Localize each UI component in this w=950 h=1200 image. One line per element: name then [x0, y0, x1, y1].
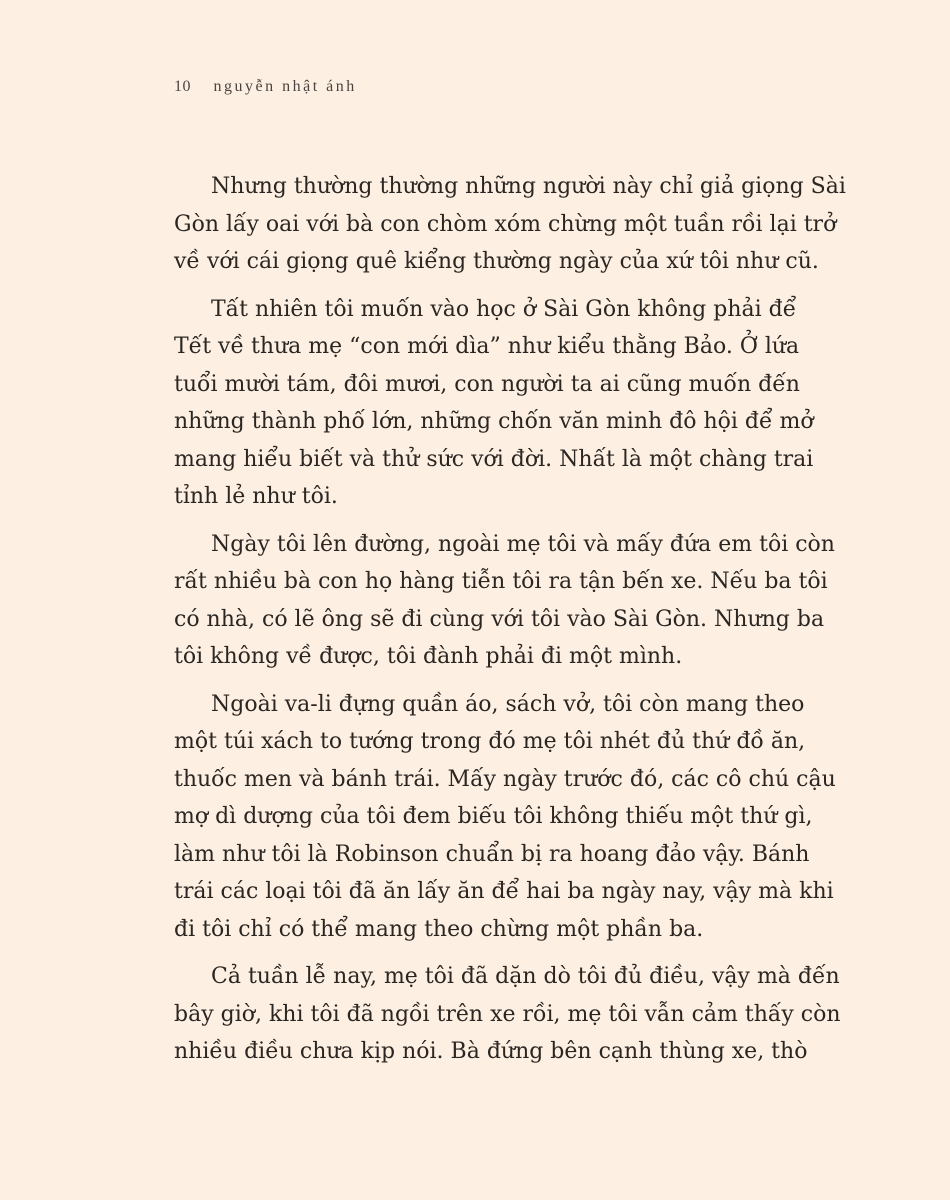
text-line: Cả tuần lễ nay, mẹ tôi đã dặn dò tôi đủ điều, vậy mà đến	[211, 964, 840, 989]
text-line: Tất nhiên tôi muốn vào học ở Sài Gòn không phải để	[211, 296, 797, 322]
text-line: mợ dì dượng của tôi đem biếu tôi không thiếu một thứ gì,	[174, 804, 813, 829]
text-line: tuổi mười tám, đôi mươi, con người ta ai cũng muốn đến	[174, 371, 800, 397]
text-line: Gòn lấy oai với bà con chòm xóm chừng một tuần rồi lại trở	[174, 211, 837, 237]
text-line: bây giờ, khi tôi đã ngồi trên xe rồi, mẹ tôi vẫn cảm thấy còn	[174, 1001, 841, 1027]
paragraph	[174, 686, 836, 949]
text-line: những thành phố lớn, những chốn văn minh đô hội để mở	[174, 409, 814, 434]
paragraph	[174, 526, 835, 676]
body-text	[174, 168, 846, 1081]
text-line: trái các loại tôi đã ăn lấy ăn để hai ba ngày nay, vậy mà khi	[174, 879, 834, 904]
running-header	[174, 78, 357, 96]
text-line: một túi xách to tướng trong đó mẹ tôi nhét đủ thứ đồ ăn,	[174, 729, 806, 754]
text-line: về với cái giọng quê kiểng thường ngày của xứ tôi như cũ.	[174, 249, 819, 274]
text-line: thuốc men và bánh trái. Mấy ngày trước đó, các cô chú cậu	[174, 766, 836, 792]
text-line: nhiều điều chưa kịp nói. Bà đứng bên cạnh thùng xe, thò	[174, 1039, 808, 1064]
paragraph	[174, 168, 846, 281]
text-line: có nhà, có lẽ ông sẽ đi cùng với tôi vào Sài Gòn. Nhưng ba	[174, 606, 825, 632]
text-line: tỉnh lẻ như tôi.	[174, 484, 338, 509]
text-line: làm như tôi là Robinson chuẩn bị ra hoang đảo vậy. Bánh	[174, 841, 810, 867]
text-line: Nhưng thường thường những người này chỉ giả giọng Sài	[211, 174, 846, 199]
text-line: Tết về thưa mẹ “con mới dìa” như kiểu thằng Bảo. Ở lứa	[174, 334, 800, 359]
author-name: nguyễn nhật ánh	[213, 78, 357, 95]
text-line: tôi không về được, tôi đành phải đi một mình.	[174, 644, 683, 669]
text-line: Ngoài va-li đựng quần áo, sách vở, tôi còn mang theo	[211, 691, 805, 717]
text-line: đi tôi chỉ có thể mang theo chừng một phần ba.	[174, 916, 704, 942]
text-line: Ngày tôi lên đường, ngoài mẹ tôi và mấy đứa em tôi còn	[211, 531, 835, 557]
text-line: rất nhiều bà con họ hàng tiễn tôi ra tận bến xe. Nếu ba tôi	[174, 569, 828, 594]
text-line: mang hiểu biết và thử sức với đời. Nhất là một chàng trai	[174, 446, 814, 472]
page-number: 10	[174, 78, 191, 95]
paragraph	[174, 291, 814, 516]
paragraph	[174, 958, 841, 1071]
